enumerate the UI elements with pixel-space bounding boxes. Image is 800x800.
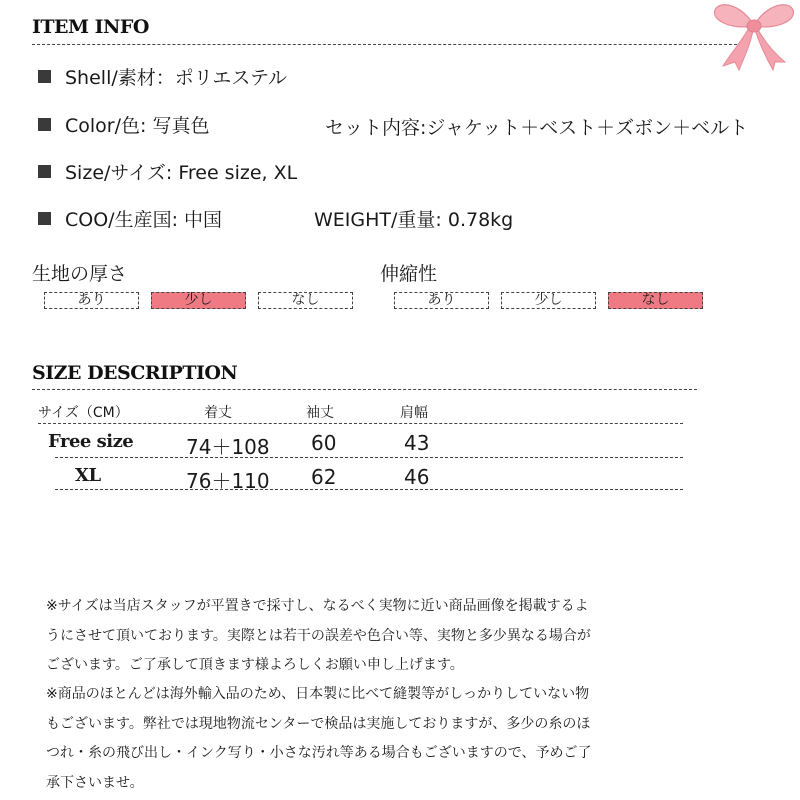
thickness-option-sukoshi: 少し (151, 292, 246, 309)
row-free-length: 74＋108 (186, 435, 270, 459)
table-divider (55, 457, 683, 458)
row-size-free: Free size (48, 431, 134, 452)
bullet-icon (38, 118, 51, 131)
row-xl-shoulder: 46 (404, 465, 430, 489)
stretch-option-nashi: なし (608, 292, 703, 309)
size-description-title: SIZE DESCRIPTION (32, 362, 238, 384)
size-description-divider (32, 389, 697, 390)
size-note (46, 592, 696, 681)
thickness-option-nashi: なし (258, 292, 353, 309)
size-info: Size/サイズ: Free size, XL (65, 162, 298, 184)
header-shoulder: 肩幅 (400, 405, 428, 421)
bullet-icon (38, 212, 51, 225)
note-line: ※サイズは当店スタッフが平置きで採寸し、なるべく実物に近い商品画像を掲載するよ (46, 598, 589, 614)
bullet-icon (38, 70, 51, 83)
row-free-sleeve: 60 (311, 431, 337, 455)
header-sleeve: 袖丈 (306, 405, 334, 421)
color-info: Color/色: 写真色 (65, 115, 210, 137)
note-line: うにさせて頂いております。実際とは若干の誤差や色合い等、実物と多少異なる場合が (46, 627, 591, 644)
item-info-title: ITEM INFO (32, 16, 149, 38)
set-contents: セット内容:ジャケット＋ベスト＋ズボン＋ベルト (325, 117, 749, 139)
note-line: 承下さいませ。 (46, 774, 144, 791)
note-line: つれ・糸の飛び出し・インク写り・小さな汚れ等ある場合もございますので、予めご了 (46, 745, 592, 761)
header-length: 着丈 (204, 405, 232, 421)
table-divider (55, 489, 683, 490)
weight-info: WEIGHT/重量: 0.78kg (314, 209, 514, 231)
table-divider (38, 423, 683, 424)
stretch-option-ari: あり (394, 292, 489, 309)
stretch-label: 伸縮性 (380, 263, 438, 285)
note-line: ※商品のほとんどは海外輸入品のため、日本製に比べて縫製等がしっかりしていない物 (46, 686, 590, 702)
row-size-xl: XL (75, 465, 101, 486)
note-line: もございます。弊社では現地物流センターで検品は実施しておりますが、多少の糸のほ (46, 715, 591, 732)
thickness-label: 生地の厚さ (32, 263, 128, 285)
note-line: ございます。ご了承して頂きます様よろしくお願い申し上げます。 (46, 657, 464, 673)
row-xl-length: 76＋110 (186, 469, 270, 493)
item-info-divider (32, 44, 737, 45)
bullet-icon (38, 165, 51, 178)
row-free-shoulder: 43 (404, 431, 430, 455)
import-note (46, 680, 696, 798)
stretch-option-sukoshi: 少し (501, 292, 596, 309)
shell-material: Shell/素材：ポリエステル (65, 67, 288, 89)
coo-info: COO/生産国: 中国 (65, 209, 223, 231)
header-size: サイズ（CM） (38, 405, 129, 421)
row-xl-sleeve: 62 (311, 465, 337, 489)
ribbon-bow-icon (705, 0, 800, 72)
thickness-option-ari: あり (44, 292, 139, 309)
